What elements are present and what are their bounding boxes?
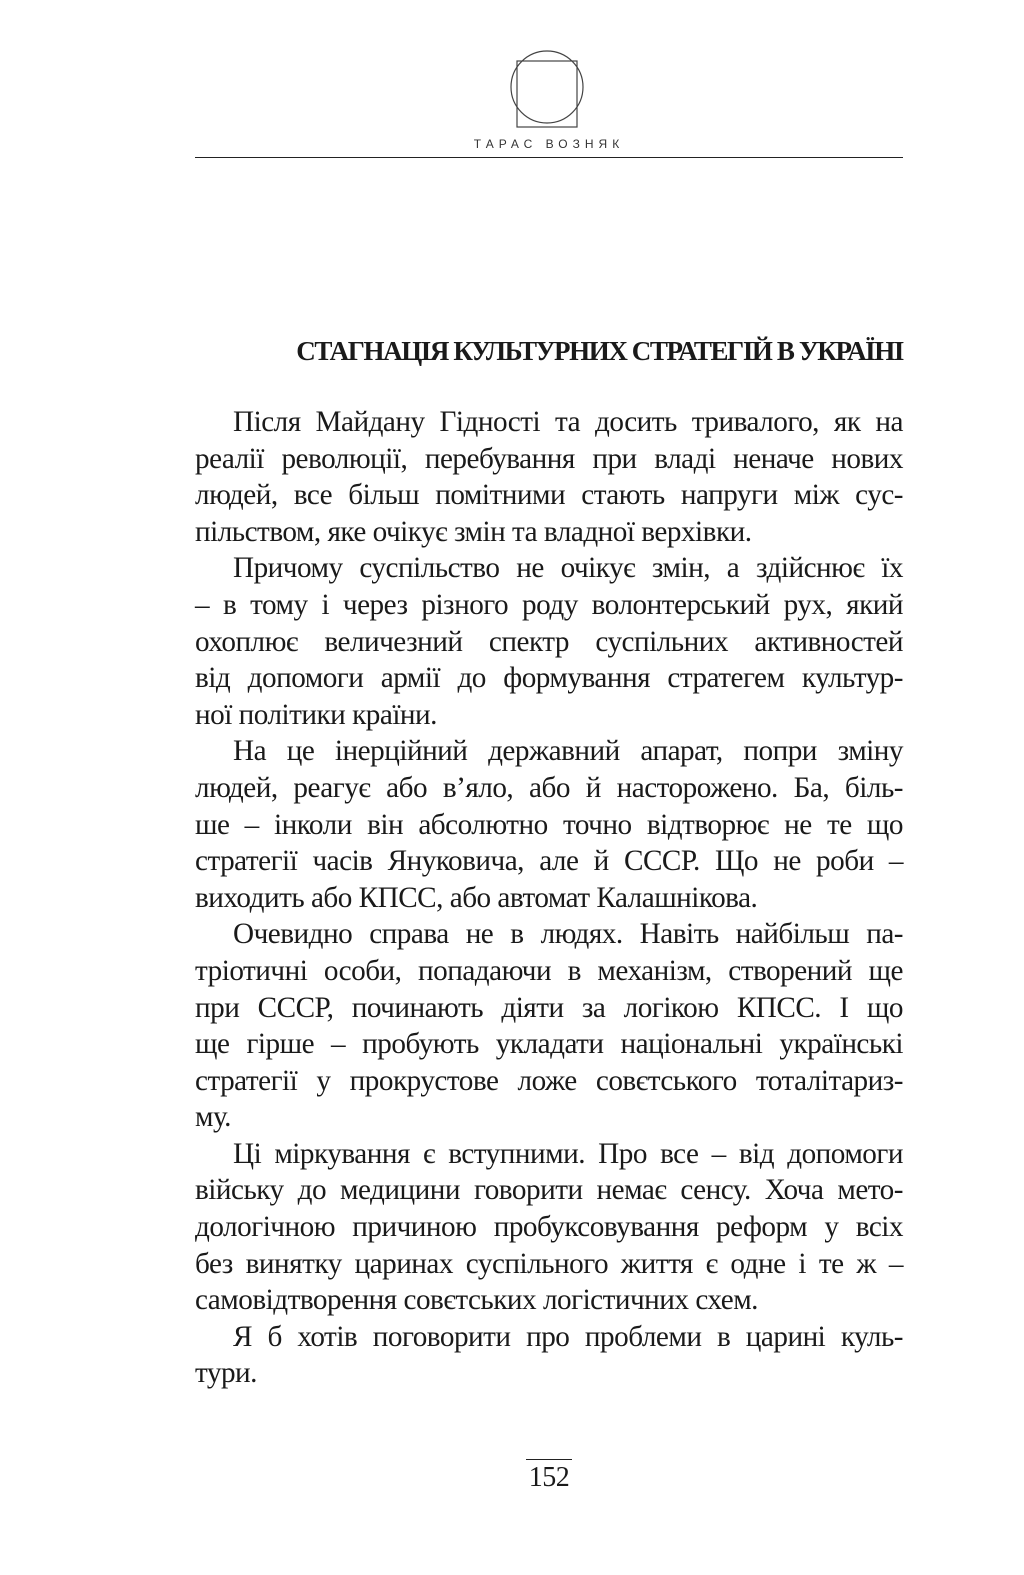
text-line: при СССР, починають діяти за логікою КПСС. І що (195, 991, 903, 1024)
page-number: 152 (195, 1462, 903, 1494)
article-body (195, 404, 903, 1392)
text-line: дологічною причиною пробуксовування реформ у всіх (195, 1211, 903, 1244)
text-line: людей, реагує або в’яло, або й настороженo. Ба, біль- (195, 771, 903, 804)
text-line: людей, все більш помітними стають напруги між сус- (195, 479, 903, 512)
text-line: тріотичні особи, попадаючи в механізм, створений ще (195, 954, 903, 987)
paragraph (195, 1136, 903, 1319)
paragraph (195, 1319, 903, 1392)
article-title: СТАГНАЦІЯ КУЛЬТУРНИХ СТРАТЕГІЙ В УКРАЇНІ (296, 336, 903, 366)
text-line: стратегії часів Януковича, але й СССР. Що не роби – (195, 845, 903, 878)
text-line: ної політики країни. (195, 698, 437, 731)
text-line: тури. (195, 1357, 257, 1390)
text-line: Після Майдану Гідності та досить тривалого, як на (233, 406, 903, 438)
text-line: Ці міркування є вступними. Про все – від допомоги (233, 1137, 903, 1170)
book-logo-icon (509, 47, 585, 129)
text-line: му. (195, 1101, 231, 1134)
text-line: виходить або КПСС, або автомат Калашнікова. (195, 881, 758, 914)
header-rule (195, 157, 903, 158)
text-line: реалії революції, перебування при владі неначе нових (195, 442, 903, 475)
text-line: пільством, яке очікує змін та владної верхівки. (195, 515, 752, 548)
text-line: охоплює величезний спектр суспільних активностей (195, 625, 903, 658)
running-head: ТАРАС ВОЗНЯК (473, 137, 625, 151)
paragraph (195, 916, 903, 1136)
text-line: – в тому і через різного роду волонтерський рух, який (195, 588, 903, 621)
text-line: Я б хотів поговорити про проблеми в царині куль- (233, 1320, 903, 1353)
paragraph (195, 404, 903, 550)
text-line: Очевидно справа не в людях. Навіть найбільш па- (233, 918, 903, 951)
text-line: від допомоги армії до формування стратегем культур- (195, 662, 903, 695)
paragraph (195, 550, 903, 733)
text-line: війську до медицини говорити немає сенсу. Хоча мето- (195, 1174, 903, 1207)
text-line: На це інерційний державний апарат, попри зміну (233, 735, 903, 768)
text-line: ще гірше – пробують укладати національні українські (195, 1028, 903, 1061)
text-line: без винятку царинах суспільного життя є одне і те ж – (195, 1247, 903, 1280)
text-line: самовідтворення совєтських логістичних схем. (195, 1284, 758, 1317)
paragraph (195, 733, 903, 916)
text-line: ше – інколи він абсолютно точно відтворює не те що (195, 808, 903, 841)
text-line: Причому суспільство не очікує змін, а здійснює їх (233, 552, 903, 585)
text-line: стратегії у прокрустове ложе совєтського тоталітариз- (195, 1064, 903, 1097)
